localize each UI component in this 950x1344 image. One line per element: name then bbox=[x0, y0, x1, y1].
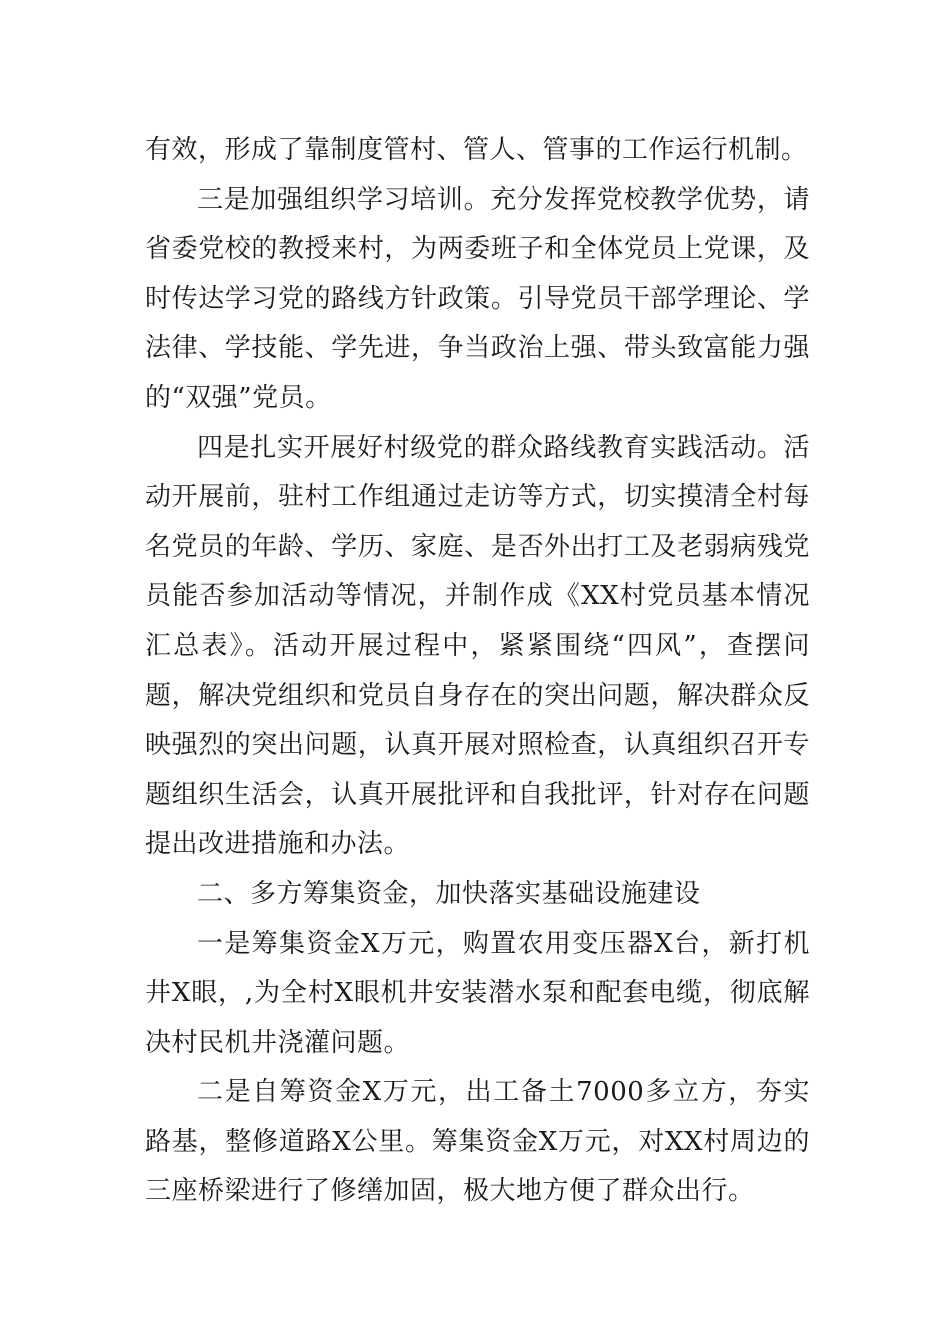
document-body bbox=[145, 126, 810, 1217]
paragraph-continuation: 有效，形成了靠制度管村、管人、管事的工作运行机制。 bbox=[145, 135, 808, 165]
paragraph-wells-funding: 一是筹集资金X万元，购置农用变压器X台，新打机井X眼，,为全村X眼机井安装潜水泵和配套电缆，彻底解决村民机井浇灌问题。 bbox=[145, 928, 810, 1058]
paragraph-study-training: 三是加强组织学习培训。充分发挥党校教学优势，请省委党校的教授来村，为两委班子和全体党员上党课，及时传达学习党的路线方针政策。引导党员干部学理论、学法律、学技能、学先进，争当政治上强、带头致富能力强的“双强”党员。 bbox=[145, 184, 810, 413]
paragraph-mass-line-campaign: 四是扎实开展好村级党的群众路线教育实践活动。活动开展前，驻村工作组通过走访等方式，切实摸清全村每名党员的年龄、学历、家庭、是否外出打工及老弱病残党员能否参加活动等情况，并制作成《XX村党员基本情况汇总表》。活动开展过程中，紧紧围绕“四风”，查摆问题，解决党组织和党员自身存在的突出问题，解决群众反映强烈的突出问题，认真开展对照检查，认真组织召开专题组织生活会，认真开展批评和自我批评，针对存在问题提出改进措施和办法。 bbox=[145, 432, 810, 860]
paragraph-roads-bridges: 二是自筹资金X万元，出工备土7000多立方，夯实路基，整修道路X公里。筹集资金X万元，对XX村周边的三座桥梁进行了修缮加固，极大地方便了群众出行。 bbox=[145, 1077, 810, 1207]
section-heading-infrastructure: 二、多方筹集资金，加快落实基础设施建设 bbox=[197, 878, 701, 909]
